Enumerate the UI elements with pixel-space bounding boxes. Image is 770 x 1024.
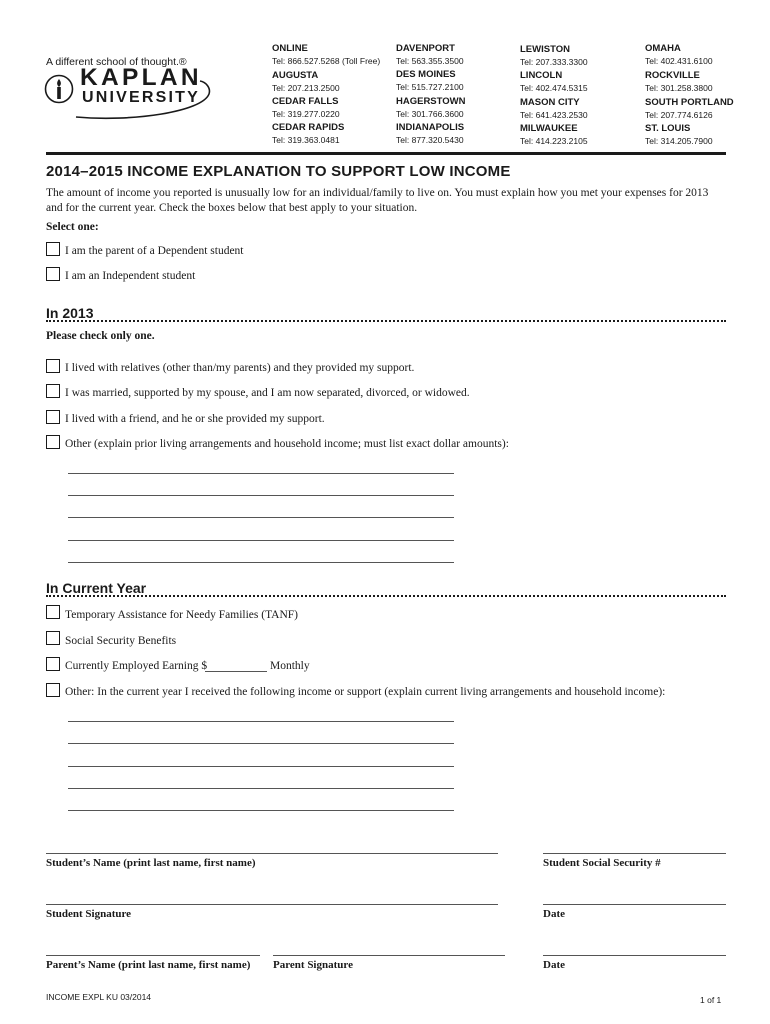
campus-hagerstown — [396, 96, 521, 120]
campus-name: INDIANAPOLIS — [396, 122, 465, 133]
student-name-label: Student’s Name (print last name, first name) — [46, 857, 256, 869]
check-only-one-label: Please check only one. — [46, 330, 155, 342]
campus-south-portland — [645, 97, 770, 121]
option-label: Temporary Assistance for Needy Families (TANF) — [65, 609, 299, 621]
checkbox-social-security[interactable] — [46, 631, 60, 645]
campus-tel: Tel: 641.423.2530 — [520, 110, 588, 120]
parent-name-field[interactable] — [46, 955, 260, 956]
campus-tel: Tel: 301.258.3800 — [645, 83, 713, 93]
option-label: I am the parent of a Dependent student — [65, 245, 244, 257]
student-signature-field[interactable] — [46, 904, 498, 905]
student-ssn-label: Student Social Security # — [543, 857, 661, 869]
campus-tel: Tel: 319.363.0481 — [272, 135, 340, 145]
page-number: 1 of 1 — [700, 995, 722, 1005]
option-label: I lived with relatives (other than/my parents) and they provided my support. — [65, 362, 415, 374]
select-one-label: Select one: — [46, 221, 99, 233]
section-divider-2013 — [46, 320, 726, 322]
checkbox-other-current[interactable] — [46, 683, 60, 697]
campus-name: LINCOLN — [520, 70, 563, 81]
parent-signature-label: Parent Signature — [273, 959, 353, 971]
tagline: A different school of thought.® — [46, 56, 187, 68]
campus-cedar-falls — [272, 96, 397, 120]
logo-wordmark-top: KAPLAN — [80, 64, 202, 91]
explanation-line-current[interactable] — [68, 788, 454, 789]
checkbox-lived-with-friend[interactable] — [46, 410, 60, 424]
parent-signature-field[interactable] — [273, 955, 505, 956]
campus-tel: Tel: 319.277.0220 — [272, 109, 340, 119]
checkbox-lived-with-relatives[interactable] — [46, 359, 60, 373]
campus-cedar-rapids — [272, 122, 397, 146]
campus-lewiston — [520, 44, 645, 68]
campus-mason-city — [520, 97, 645, 121]
checkbox-married-separated[interactable] — [46, 384, 60, 398]
checkbox-dependent-parent[interactable] — [46, 242, 60, 256]
form-code: INCOME EXPL KU 03/2014 — [46, 992, 152, 1002]
logo-swoosh-icon — [72, 80, 214, 120]
explanation-line-2013[interactable] — [68, 517, 454, 518]
campus-name: ONLINE — [272, 43, 308, 54]
campus-des-moines — [396, 69, 521, 93]
campus-tel: Tel: 402.431.6100 — [645, 56, 713, 66]
campus-tel: Tel: 402.474.5315 — [520, 83, 588, 93]
student-name-field[interactable] — [46, 853, 498, 854]
parent-date-label: Date — [543, 959, 565, 971]
campus-tel: Tel: 866.527.5268 (Toll Free) — [272, 56, 381, 66]
campus-name: DES MOINES — [396, 69, 456, 80]
campus-name: HAGERSTOWN — [396, 96, 466, 107]
explanation-line-current[interactable] — [68, 766, 454, 767]
campus-name: MASON CITY — [520, 97, 580, 108]
campus-tel: Tel: 314.205.7900 — [645, 136, 713, 146]
campus-tel: Tel: 877.320.5430 — [396, 135, 464, 145]
campus-milwaukee — [520, 123, 645, 147]
explanation-line-current[interactable] — [68, 721, 454, 722]
campus-name: CEDAR RAPIDS — [272, 122, 345, 133]
campus-name: SOUTH PORTLAND — [645, 97, 734, 108]
campus-indianapolis — [396, 122, 521, 146]
option-label: Currently Employed Earning $ — [65, 660, 208, 672]
checkbox-tanf[interactable] — [46, 605, 60, 619]
campus-name: CEDAR FALLS — [272, 96, 339, 107]
explanation-line-2013[interactable] — [68, 540, 454, 541]
checkbox-currently-employed[interactable] — [46, 657, 60, 671]
explanation-line-current[interactable] — [68, 743, 454, 744]
form-title: 2014–2015 INCOME EXPLANATION TO SUPPORT LOW INCOME — [46, 163, 511, 180]
section-title-current-year: In Current Year — [46, 580, 147, 596]
option-label: Other: In the current year I received the following income or support (explain current living arrangements and household income): — [65, 686, 666, 698]
monthly-earnings-input[interactable] — [205, 671, 267, 672]
campus-augusta — [272, 70, 397, 94]
explanation-line-2013[interactable] — [68, 562, 454, 563]
campus-lincoln — [520, 70, 645, 94]
campus-name: AUGUSTA — [272, 70, 319, 81]
checkbox-independent-student[interactable] — [46, 267, 60, 281]
student-signature-label: Student Signature — [46, 908, 132, 920]
campus-tel: Tel: 207.333.3300 — [520, 57, 588, 67]
campus-online — [272, 43, 397, 67]
campus-tel: Tel: 515.727.2100 — [396, 82, 464, 92]
kaplan-torch-logo-icon — [44, 74, 74, 104]
student-date-label: Date — [543, 908, 565, 920]
campus-name: ST. LOUIS — [645, 123, 691, 134]
header-divider — [46, 152, 726, 155]
section-divider-current-year — [46, 595, 726, 597]
campus-rockville — [645, 70, 770, 94]
campus-davenport — [396, 43, 521, 67]
campus-name: DAVENPORT — [396, 43, 455, 54]
campus-st-louis — [645, 123, 770, 147]
parent-name-label: Parent’s Name (print last name, first name) — [46, 959, 251, 971]
option-label: Social Security Benefits — [65, 635, 177, 647]
student-date-field[interactable] — [543, 904, 726, 905]
campus-omaha — [645, 43, 770, 67]
explanation-line-2013[interactable] — [68, 473, 454, 474]
monthly-label: Monthly — [270, 660, 310, 672]
campus-name: MILWAUKEE — [520, 123, 578, 134]
option-label: I am an Independent student — [65, 270, 196, 282]
campus-tel: Tel: 414.223.2105 — [520, 136, 588, 146]
campus-name: LEWISTON — [520, 44, 570, 55]
explanation-line-current[interactable] — [68, 810, 454, 811]
option-label: I was married, supported by my spouse, and I am now separated, divorced, or widowed. — [65, 387, 470, 399]
option-label: Other (explain prior living arrangements and household income; must list exact dollar amounts): — [65, 438, 509, 450]
campus-tel: Tel: 563.355.3500 — [396, 56, 464, 66]
campus-name: OMAHA — [645, 43, 681, 54]
checkbox-other-2013[interactable] — [46, 435, 60, 449]
parent-date-field[interactable] — [543, 955, 726, 956]
section-title-2013: In 2013 — [46, 305, 94, 321]
option-label: I lived with a friend, and he or she provided my support. — [65, 413, 325, 425]
campus-name: ROCKVILLE — [645, 70, 700, 81]
campus-tel: Tel: 301.766.3600 — [396, 109, 464, 119]
intro-paragraph: The amount of income you reported is unusually low for an individual/family to live on. You must explain how you met your expenses for 2013 and for the current year. Check the boxes below that best apply to your situation. — [46, 187, 709, 214]
campus-tel: Tel: 207.774.6126 — [645, 110, 713, 120]
campus-tel: Tel: 207.213.2500 — [272, 83, 340, 93]
explanation-line-2013[interactable] — [68, 495, 454, 496]
student-ssn-field[interactable] — [543, 853, 726, 854]
logo-wordmark-bottom: UNIVERSITY — [82, 89, 201, 106]
